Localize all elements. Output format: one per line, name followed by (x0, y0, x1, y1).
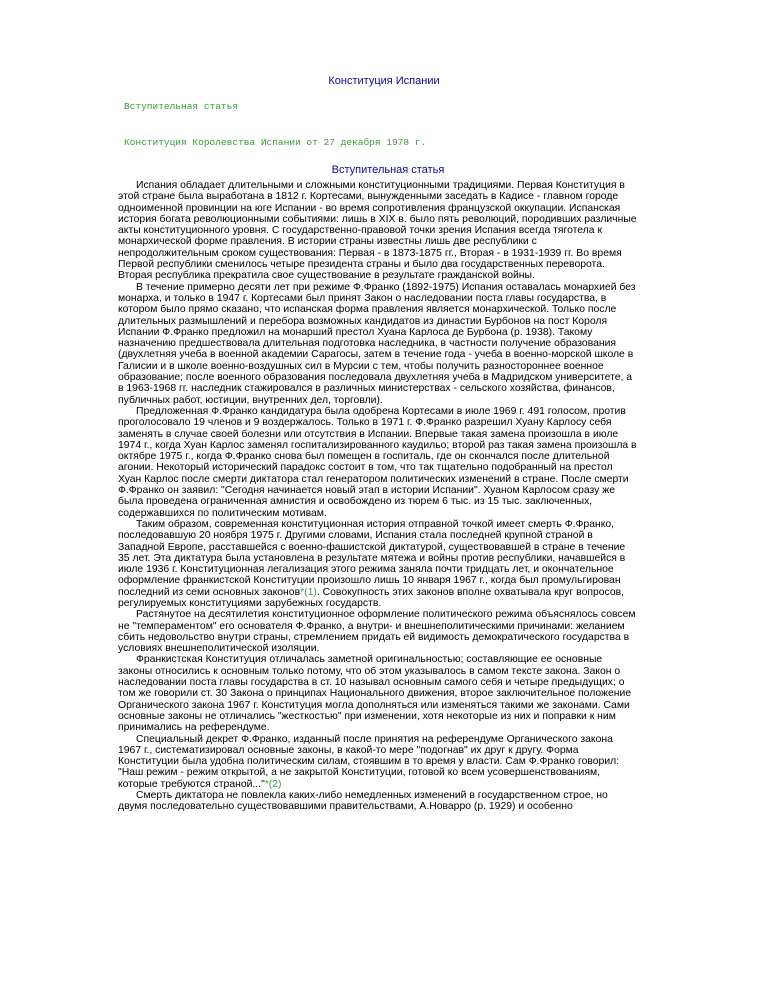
article-body (118, 180, 638, 813)
paragraph-8: Смерть диктатора не повлекла каких-либо немедленных изменений в государственном строе, но двумя последовательно существовавшими правительствами, А.Новарро (р. 1929) и особенно (118, 790, 608, 813)
paragraph-5: Растянутое на десятилетия конституционное оформление политического режима объяснялось совсем не "темпераментом" его основателя Ф.Франко, а внутри- и внешнеполитическими причинами: желанием сбить недовольство внутри страны, стремлением придать ей видимость демократического государства в условиях внешнеполитической изоляции. (118, 609, 636, 655)
document-title: Конституция Испании (328, 75, 440, 87)
paragraph-2: В течение примерно десяти лет при режиме Ф.Франко (1892-1975) Испания оставалась монархией без монарха, и только в 1947 г. Кортесами был принят Закон о наследовании поста главы государства, в котором было прямо сказано, что испанская форма правления является монархической. Только после длительных размышлений и перебора возможных кандидатов из династии Бурбонов на пост Короля Испании Ф.Франко предложил на монарший престол Хуана Карлоса де Бурбона (р. 1938). Такому назначению предшествовала длительная подготовка наследника, в частности получение образования (двухлетняя учеба в военной академии Сарагосы, затем в течение года - учеба в военно-морской школе в Галисии и в школе военно-воздушных сил в Мурсии с тем, чтобы получить разностороннее военное образование; после военного образования последовала двухлетняя учеба в Мадридском университете, а в 1963-1968 гг. наследник стажировался в различных министерствах - сельского хозяйства, финансов, публичных работ, юстиции, внутренних дел, торговли). (118, 281, 636, 406)
footnote-link-2[interactable]: *(2) (264, 778, 282, 790)
paragraph-7-text: Специальный декрет Ф.Франко, изданный после принятия на референдуме Органического закона 1967 г., систематизировал основные законы, в какой-то мере "подогнав" их друг к другу. Форма Конституции была удобна политическим силам, стоявшим в то время у власти. Сам Ф.Франко говорил: "Наш режим - режим открытой, а не закрытой Конституции, готовой ко всем усовершенствованиям, которые требуются страной..." (118, 733, 620, 790)
paragraph-4-text-after: . Совокупность этих законов вполне охватывала круг вопросов, регулируемых конституциями зарубежных государств. (118, 586, 625, 609)
paragraph-6: Франкистская Конституция отличалась заметной оригинальностью; составляющие ее основные законы относились к основным только потому, что об этом указывалось в самом тексте закона. Закон о наследовании поста главы государства в ст. 10 называл основным самого себя и четыре предыдущих; о том же говорили ст. 30 Закона о принципах Национального движения, второе заключительное положение Органического закона 1967 г. Конституция могла дополняться или изменяться такими же законами. Сами основные законы не отличались "жесткостью" при изменении, хотя некоторые из них и поправки к ним принимались на референдуме. (118, 654, 632, 734)
paragraph-4-text: Таким образом, современная конституционная история отправной точкой имеет смерть Ф.Франко, последовавшую 20 ноября 1975 г. Другими словами, Испания стала последней крупной страной в Западной Европе, расставшейся с военно-фашистской диктатурой, существовавшей в стране в течение 35 лет. Эта диктатура была установлена в результате мятежа и войны против республики, начавшейся в июле 1936 г. Конституционная легализация этого режима заняла почти тридцать лет, и окончательное оформление франкистской Конституции произошло лишь 10 января 1967 г., когда был промульгирован последний из семи основных законов (118, 518, 626, 598)
constitution-link[interactable]: Конституция Королевства Испании от 27 декабря 1978 г. (124, 137, 427, 148)
paragraph-7 (118, 734, 638, 790)
intro-link[interactable]: Вступительная статья (124, 101, 239, 112)
paragraph-4 (118, 519, 638, 609)
footnote-link-1[interactable]: *(1) (300, 586, 317, 598)
section-title: Вступительная статья (331, 164, 445, 176)
paragraph-1: Испания обладает длительными и сложными конституционными традициями. Первая Конституция в этой стране была выработана в 1812 г. Кортесами, вынужденными заседать в Кадисе - главном городе одноименной провинции на юге Испании - во время сопротивления французской оккупации. Испанская история богата революционными событиями: лишь в XIX в. было пять революций, породивших различные акты конституционного уровня. С государственно-правовой точки зрения Испания всегда тяготела к монархической форме правления. В истории страны известны лишь две республики с непродолжительным сроком существования: Первая - в 1873-1875 гг., Вторая - в 1931-1939 гг. Во время Первой республики сменилось четыре президента страны и было два государственных переворота. Вторая республика прекратила свое существование в результате гражданской войны. (118, 180, 637, 282)
paragraph-3: Предложенная Ф.Франко кандидатура была одобрена Кортесами в июле 1969 г. 491 голосом, против проголосовало 19 членов и 9 воздержалось. Только в 1971 г. Ф.Франко разрешил Хуану Карлосу себя заменять в случае своей болезни или отсутствия в Испании. Впервые такая замена произошла в июле 1974 г., когда Хуан Карлос заменял госпитализированного каудильо; второй раз такая замена произошла в октябре 1975 г., когда Ф.Франко снова был помещен в госпиталь, где он скончался после длительной агонии. Некоторый исторический парадокс состоит в том, что так тщательно подобранный на престол Хуан Карлос после смерти диктатора стал генератором политических изменений в стране. После смерти Ф.Франко он заявил: "Сегодня начинается новый этап в истории Испании". Хуаном Карлосом сразу же была проведена ограниченная амнистия и освобождено из тюрем 6 тыс. из 15 тыс. заключенных, содержавшихся по политическим мотивам. (118, 405, 637, 519)
